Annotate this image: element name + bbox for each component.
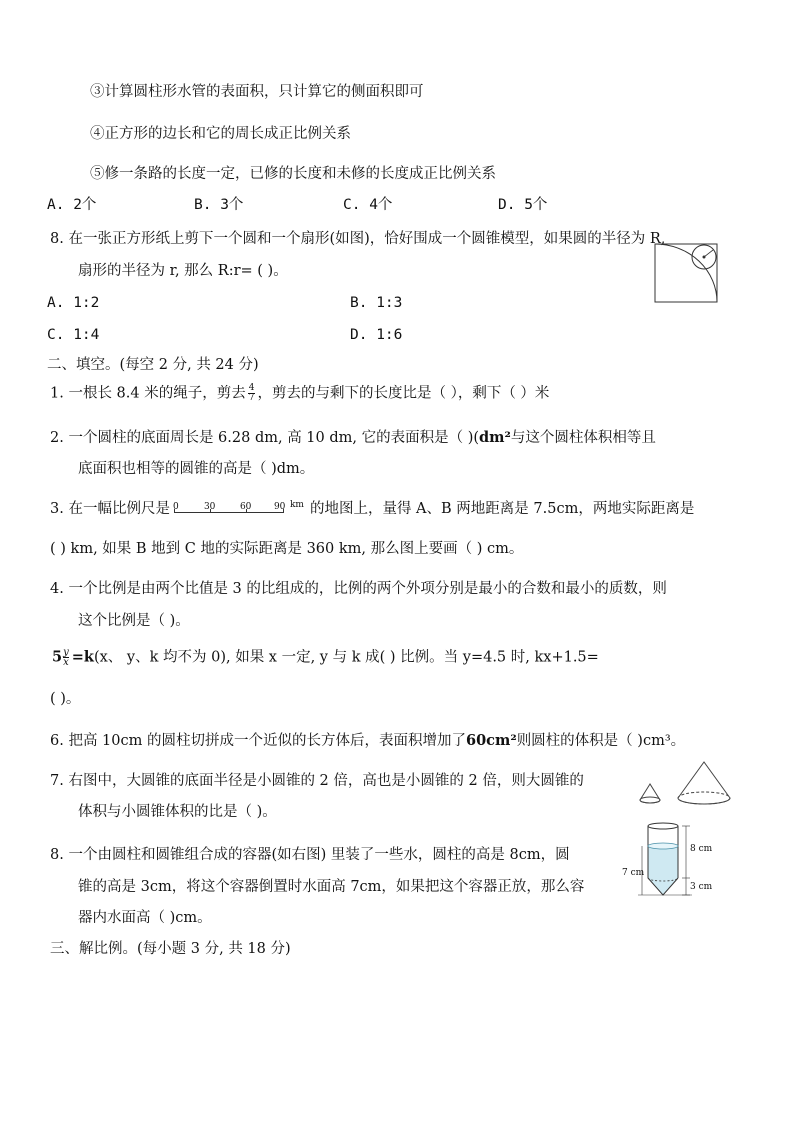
two-cones-figure [636, 760, 740, 808]
fill-1-text-a: 1. 一根长 8.4 米的绳子，剪去 [50, 385, 246, 402]
q8-option-a: A. 1:2 [47, 295, 100, 311]
section-2-heading: 二、填空。(每空 2 分, 共 24 分) [47, 357, 259, 373]
q7-option-d: D. 5个 [498, 197, 548, 213]
q8-option-d: D. 1:6 [350, 327, 403, 343]
container-drawing [622, 820, 732, 900]
fill-4-line-1: 4. 一个比例是由两个比值是 3 的比组成的，比例的两个外项分别是最小的合数和最小的质数，则 [50, 581, 667, 597]
cylinder-cone-container-figure [622, 820, 732, 900]
fill-3-text-a: 3. 在一幅比例尺是 [50, 501, 170, 517]
fill-6-text-a: 6. 把高 10cm 的圆柱切拼成一个近似的长方体后，表面积增加了 [50, 733, 466, 749]
fill-3-line-2: ( ) km, 如果 B 地到 C 地的实际距离是 360 km, 那么图上要画（ ) cm。 [50, 541, 524, 557]
label-7cm: 7 cm [622, 868, 645, 878]
scale-tick-mark [246, 509, 247, 513]
statement-4: ④正方形的边长和它的周长成正比例关系 [90, 126, 351, 142]
fill-5-fraction [63, 648, 69, 667]
fill-5-line-2: ( )。 [50, 691, 81, 707]
fraction-numerator: 4 [248, 383, 255, 393]
scale-unit: km [289, 500, 304, 510]
fill-1-text-b: ，剪去的与剩下的长度比是（ ），剩下（ ）米 [257, 385, 550, 402]
q7-option-a: A. 2个 [47, 197, 97, 213]
statement-3: ③计算圆柱形水管的表面积，只计算它的侧面积即可 [90, 84, 424, 100]
scale-tick-30: 30 [203, 502, 216, 512]
section-3-heading: 三、解比例。(每小题 3 分, 共 18 分) [50, 941, 291, 957]
scale-tick-mark [210, 509, 211, 513]
statement-5: ⑤修一条路的长度一定，已修的长度和未修的长度成正比例关系 [90, 166, 496, 182]
fill-2-text-b: 与这个圆柱体积相等且 [510, 430, 656, 446]
q8-line-1: 8. 在一张正方形纸上剪下一个圆和一个扇形(如图)，恰好围成一个圆锥模型，如果圆的半径为 R, [50, 231, 666, 247]
scale-tick-mark [174, 509, 175, 513]
fill-8-line-2: 锥的高是 3cm，将这个容器倒置时水面高 7cm，如果把这个容器正放，那么容 [78, 879, 585, 895]
scale-tick-90: 90 [273, 502, 286, 512]
label-8cm: 8 cm [690, 844, 713, 854]
scale-tick-mark [283, 509, 284, 513]
fill-4-line-2: 这个比例是（ )。 [78, 613, 190, 629]
fill-1 [50, 384, 549, 403]
fill-6-value: 60cm² [465, 732, 517, 749]
q7-option-b: B. 3个 [194, 197, 244, 213]
fill-7-line-1: 7. 右图中，大圆锥的底面半径是小圆锥的 2 倍，高也是小圆锥的 2 倍，则大圆锥的 [50, 773, 584, 789]
q8-line-2: 扇形的半径为 r, 那么 R:r= ( )。 [78, 263, 288, 279]
q8-option-b: B. 1:3 [350, 295, 403, 311]
scale-tick-60: 60 [239, 502, 252, 512]
scale-line [174, 512, 284, 513]
fill-3-text-b: 的地图上，量得 A、B 两地距离是 7.5cm，两地实际距离是 [309, 501, 695, 517]
fraction-numerator: y [63, 647, 69, 658]
fraction-denominator: x [63, 657, 69, 668]
label-3cm: 3 cm [690, 882, 713, 892]
fill-7-line-2: 体积与小圆锥体积的比是（ )。 [78, 804, 277, 820]
q7-option-c: C. 4个 [343, 197, 393, 213]
scale-bar [170, 500, 310, 518]
fill-8-line-1: 8. 一个由圆柱和圆锥组合成的容器(如右图) 里装了一些水，圆柱的高是 8cm，圆 [50, 847, 570, 863]
fill-6-text-b: 则圆柱的体积是（ )cm³。 [516, 733, 686, 749]
fill-5-number: 5 [52, 648, 63, 666]
fill-5-text: (x、 y、k 均不为 0), 如果 x 一定, y 与 k 成( ) 比例。当 y=4.5 时, kx+1.5= [93, 649, 599, 666]
fill-5-line-1 [52, 648, 599, 667]
scale-tick-0: 0 [172, 502, 179, 512]
fill-2-line-1 [50, 429, 656, 447]
fill-8-line-3: 器内水面高（ )cm。 [78, 910, 212, 926]
fill-2-unit: dm² [479, 429, 511, 446]
fraction-denominator: 7 [248, 393, 255, 403]
fill-2-text-a: 2. 一个圆柱的底面周长是 6.28 dm, 高 10 dm, 它的表面积是（ )( [50, 430, 480, 446]
fill-1-fraction [248, 384, 256, 403]
q8-option-c: C. 1:4 [47, 327, 100, 343]
fill-2-line-2: 底面积也相等的圆锥的高是（ )dm。 [78, 461, 315, 477]
fill-5-equals-k: =k [71, 648, 94, 666]
fill-3-line-1 [50, 500, 694, 518]
fill-6 [50, 732, 685, 750]
square-circle-sector-figure [653, 242, 721, 306]
